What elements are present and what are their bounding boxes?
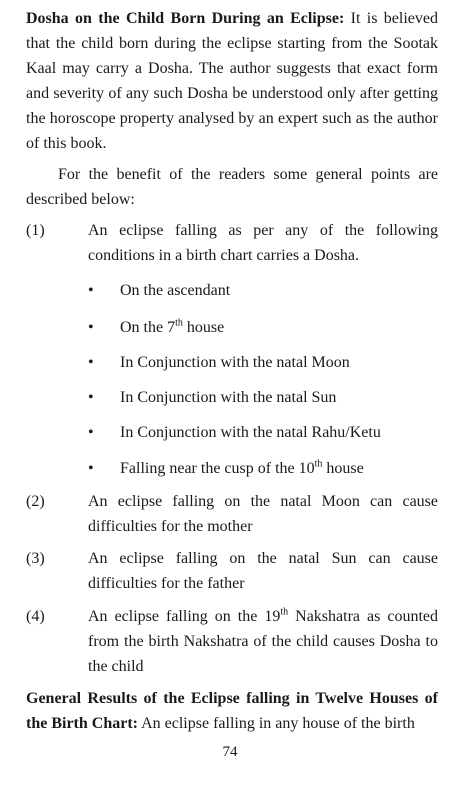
bullet-icon: • — [88, 354, 94, 371]
intro-heading: Dosha on the Child Born During an Eclipse: — [26, 10, 345, 27]
bullet-icon: • — [88, 282, 94, 299]
list-number: (3) — [26, 550, 45, 567]
bullet-item — [88, 420, 438, 445]
list-number: (2) — [26, 493, 45, 510]
list-item-1 — [26, 218, 438, 268]
page-number: 74 — [222, 744, 238, 760]
list-item-4 — [26, 604, 438, 679]
bullet-item — [88, 278, 438, 303]
bullet-item — [88, 456, 438, 481]
bullet-item — [88, 315, 438, 340]
bullet-text: In Conjunction with the natal Sun — [120, 389, 337, 406]
list-text: An eclipse falling on the natal Moon can cause difficulties for the mother — [88, 493, 438, 535]
list-number: (4) — [26, 608, 45, 625]
bullet-icon: • — [88, 389, 94, 406]
list-item-2 — [26, 489, 438, 539]
bullet-text: On the 7th house — [120, 317, 225, 336]
list-number: (1) — [26, 222, 45, 239]
list-item-3 — [26, 546, 438, 596]
bullet-icon: • — [88, 424, 94, 441]
general-text: An eclipse falling in any house of the birth — [137, 715, 415, 732]
bullet-item — [88, 385, 438, 410]
bullet-item — [88, 350, 438, 375]
list-text: An eclipse falling on the 19th Nakshatra as counted from the birth Nakshatra of the child causes Dosha to the child — [88, 606, 438, 675]
bullet-text: On the ascendant — [120, 282, 231, 299]
list-text: An eclipse falling on the natal Sun can cause difficulties for the father — [88, 550, 438, 592]
list-text: An eclipse falling as per any of the following conditions in a birth chart carries a Dosha. — [88, 222, 438, 264]
general-results-paragraph — [26, 686, 438, 736]
bullet-icon: • — [88, 460, 94, 477]
general-heading: General Results of the Eclipse falling in Twelve Houses of the Birth Chart: — [26, 690, 438, 732]
bullet-text: In Conjunction with the natal Rahu/Ketu — [120, 424, 381, 441]
bullet-text: Falling near the cusp of the 10th house — [120, 458, 364, 477]
benefit-paragraph: For the benefit of the readers some general points are described below: — [26, 166, 438, 208]
bullet-text: In Conjunction with the natal Moon — [120, 354, 350, 371]
bullet-icon: • — [88, 319, 94, 336]
intro-paragraph — [26, 6, 438, 156]
intro-text: It is believed that the child born during the eclipse starting from the Sootak Kaal may carry a Dosha. The author suggests that exact form and severity of any such Dosha be understood only after getting the horoscope property analysed by an expert such as the author of this book. — [26, 10, 438, 152]
